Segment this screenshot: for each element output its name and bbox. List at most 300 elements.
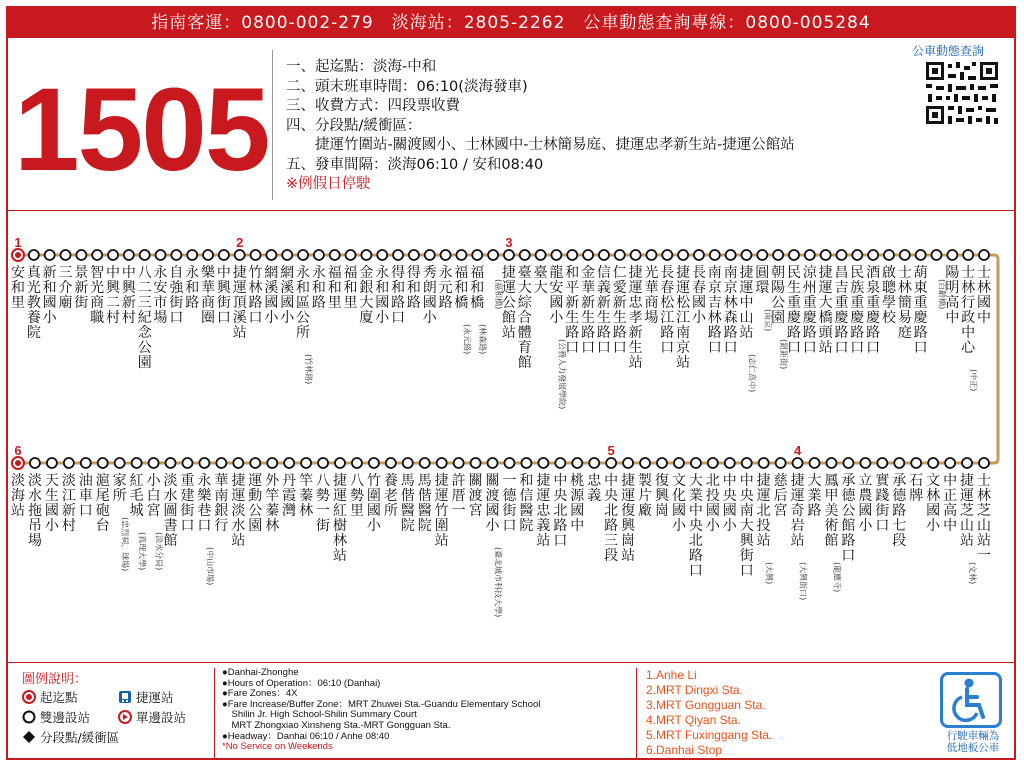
english-line-7: ●Headway：Danhai 06:10 / Anhe 08:40: [222, 730, 390, 742]
top-stop-name-22: 大: [359, 295, 374, 311]
legend-divider-2: [636, 668, 637, 758]
top-stop-name-61: 國: [977, 295, 991, 311]
bottom-stop-name-26: 許: [451, 473, 466, 489]
top-stop-name-39: 新: [628, 325, 643, 341]
top-stop-name-4: 新: [74, 280, 89, 296]
top-stop-name-35: 新: [565, 295, 580, 311]
top-stop-7: [124, 250, 134, 260]
top-stop-name-60: 政: [961, 310, 976, 326]
top-stop-name-48: 朝: [771, 265, 786, 281]
bottom-stop-name-17: 林: [299, 503, 314, 519]
top-stop-name-36: 路: [581, 325, 596, 341]
top-stop-name-51: 頭: [818, 325, 833, 341]
top-stop-name-6: 村: [106, 310, 121, 326]
bottom-stop-name-55: 中: [943, 518, 958, 534]
top-stop-name-51: 站: [818, 340, 833, 356]
bottom-stop-name-40: 大: [688, 473, 703, 489]
bottom-stop-name-51: 街: [875, 503, 890, 519]
top-stop-name-60: 士: [961, 265, 976, 281]
top-stop-name-1: 教: [26, 295, 41, 311]
top-stop-name-52: 昌: [834, 265, 849, 281]
top-stop-name-31: 運: [501, 280, 516, 296]
top-stop-name-4: 景: [74, 265, 89, 281]
bottom-stop-name-1: 淡: [27, 473, 42, 489]
top-stop-name-52: 口: [834, 340, 849, 356]
top-stop-name-32: 臺: [517, 265, 532, 281]
top-stop-name-32: 合: [517, 310, 532, 326]
bottom-stop-34: [589, 458, 599, 468]
bottom-stop-name-3: 江: [61, 488, 76, 504]
top-stop-name-1: 院: [26, 325, 41, 341]
top-stop-sub-30: (福和橋): [494, 279, 504, 310]
top-stop-31: [504, 250, 514, 260]
bottom-stop-name-20: 勢: [349, 488, 364, 504]
bottom-stop-name-30: 醫: [519, 503, 534, 519]
top-stop-name-38: 新: [612, 295, 627, 311]
bottom-stop-name-20: 八: [349, 473, 364, 489]
bottom-stop-name-18: 勢: [316, 488, 331, 504]
bottom-stop-name-25: 圍: [434, 518, 449, 534]
top-stop-38: [615, 250, 625, 260]
top-stop-30: [488, 250, 498, 260]
top-stop-name-43: 國: [691, 295, 706, 311]
bottom-stop-name-50: 立: [858, 473, 873, 489]
bottom-stop-14: [250, 458, 260, 468]
bottom-stop-name-5: 台: [95, 518, 110, 534]
top-stop-52: [836, 250, 846, 260]
bottom-stop-name-5: 滬: [95, 473, 110, 489]
top-stop-sub-29: (林森路): [478, 324, 488, 355]
top-stop-37: [599, 250, 609, 260]
bottom-stop-name-21: 竹: [366, 473, 381, 489]
top-stop-27: [441, 250, 451, 260]
legend-both-way-label: 雙邊設站: [40, 710, 91, 725]
bottom-stop-name-49: 承: [841, 473, 856, 489]
top-stop-26: [425, 250, 435, 260]
bottom-stop-name-28: 渡: [485, 488, 500, 504]
bottom-stop-name-43: 南: [739, 503, 754, 519]
bottom-stop-16: [284, 458, 294, 468]
top-stop-name-7: 興: [121, 280, 136, 296]
top-stop-name-1: 光: [26, 280, 41, 296]
top-stop-name-45: 林: [723, 295, 738, 311]
bottom-stop-sub-56: (文林): [968, 562, 978, 585]
top-stop-name-5: 智: [90, 265, 105, 281]
top-stop-name-0: 安: [11, 265, 25, 281]
bottom-stop-7: [132, 458, 142, 468]
top-stop-name-10: 自: [169, 265, 184, 281]
top-stop-3: [61, 250, 71, 260]
bottom-stop-name-13: 淡: [231, 503, 246, 519]
bottom-stop-name-57: 站: [977, 533, 991, 549]
bottom-stop-name-7: 城: [129, 503, 144, 519]
top-stop-name-44: 京: [707, 280, 722, 296]
bottom-stop-name-49: 路: [841, 533, 856, 549]
bottom-stop-17: [301, 458, 311, 468]
top-stop-name-6: 中: [106, 265, 121, 281]
top-stop-name-8: 二: [137, 280, 152, 296]
top-stop-name-2: 國: [42, 295, 57, 311]
top-stop-name-2: 小: [42, 310, 57, 326]
bottom-stop-sub-11: (中山市場): [205, 547, 215, 586]
top-stop-name-21: 和: [343, 280, 358, 296]
bottom-stop-name-30: 和: [519, 473, 534, 489]
bottom-stop-name-48: 館: [824, 533, 839, 549]
bottom-stop-name-52: 德: [892, 488, 907, 504]
top-stop-name-11: 和: [185, 280, 200, 296]
bottom-stop-15: [267, 458, 277, 468]
top-stop-name-18: 所: [296, 325, 311, 341]
bottom-stop-name-24: 院: [417, 518, 432, 534]
bottom-stop-19: [335, 458, 345, 468]
top-stop-name-12: 華: [201, 280, 216, 296]
bottom-stop-name-40: 北: [688, 533, 703, 549]
legend-mrt: [118, 688, 174, 706]
top-stop-name-31: 公: [501, 295, 516, 311]
top-stop-name-42: 運: [676, 280, 691, 296]
bottom-stop-name-19: 林: [333, 533, 347, 549]
bottom-stop-name-33: 中: [570, 518, 585, 534]
top-stop-55: [884, 250, 894, 260]
top-stop-name-57: 慶: [913, 310, 928, 326]
top-stop-name-42: 南: [676, 325, 691, 341]
top-stop-name-22: 金: [359, 265, 374, 281]
bottom-stop-27: [471, 458, 481, 468]
top-stop-name-54: 口: [866, 340, 881, 356]
top-stop-name-55: 聰: [881, 280, 896, 296]
top-stop-name-9: 安: [153, 280, 168, 296]
bottom-stop-name-7: 毛: [129, 488, 144, 504]
top-stop-name-41: 長: [660, 265, 675, 281]
top-stop-name-59: 中: [945, 310, 960, 326]
top-stop-34: [551, 250, 561, 260]
bottom-stop-name-41: 國: [705, 503, 720, 519]
english-info: [222, 668, 540, 753]
bottom-stop-55: [945, 458, 955, 468]
top-stop-name-35: 口: [565, 340, 580, 356]
qr-code-icon[interactable]: [924, 60, 1000, 126]
bottom-stop-name-48: 美: [824, 503, 839, 519]
bottom-stop-name-36: 捷: [621, 473, 636, 489]
bottom-stop-name-45: 后: [773, 488, 788, 504]
top-stop-name-27: 永: [438, 265, 453, 281]
top-stop-54: [868, 250, 878, 260]
top-stop-name-16: 溪: [264, 280, 279, 296]
bottom-stop-name-50: 小: [858, 518, 873, 534]
info-line-6: 五、發車間隔：淡海06:10 / 安和08:40: [286, 156, 544, 173]
top-stop-name-5: 光: [90, 280, 105, 296]
top-stop-name-33: 臺: [533, 265, 548, 281]
top-stop-name-53: 民: [850, 265, 865, 281]
top-stop-name-60: 心: [961, 340, 976, 356]
section-point-icon: [22, 730, 36, 744]
bottom-stop-name-16: 灣: [282, 503, 297, 519]
top-stop-name-18: 區: [296, 295, 311, 311]
bottom-stop-name-3: 新: [61, 503, 76, 519]
route-marker-3: 3: [505, 235, 513, 250]
top-stop-39: [631, 250, 641, 260]
info-line-1: 一、起迄點：淡海-中和: [286, 59, 437, 75]
key-stops-english: [646, 668, 772, 758]
top-stop-name-8: 念: [137, 325, 152, 341]
bottom-stop-53: [911, 458, 921, 468]
bottom-stop-name-32: 路: [553, 518, 568, 534]
top-stop-21: [346, 250, 356, 260]
top-stop-name-56: 易: [897, 310, 912, 326]
top-stop-name-26: 朗: [422, 280, 437, 296]
top-stop-1: [29, 250, 39, 260]
top-stop-name-48: 公: [771, 295, 786, 311]
bottom-stop-name-48: 鳳: [824, 473, 839, 489]
low-floor-label: [938, 730, 1008, 754]
top-stop-name-53: 路: [850, 325, 865, 341]
legend-start-end-label: 起迄點: [40, 690, 78, 705]
top-stop-name-42: 捷: [676, 265, 691, 281]
bottom-stop-name-6: 所: [112, 488, 127, 504]
bottom-stop-name-34: 忠: [587, 473, 602, 489]
bottom-stop-name-56: 運: [960, 488, 975, 504]
key-stop-4: 4.MRT Qiyan Sta.: [646, 713, 741, 727]
bottom-stop-name-17: 竿: [299, 473, 314, 489]
top-stop-name-18: 永: [296, 265, 311, 281]
english-line-4: ●Fare Increase/Buffer Zone：MRT Zhuwei Sta.-Guandu Elementary School: [222, 698, 541, 710]
bottom-stop-name-33: 桃: [570, 473, 585, 489]
top-stop-name-39: 忠: [628, 295, 643, 311]
bottom-stop-name-1: 吊: [27, 518, 42, 534]
top-stop-46: [741, 250, 751, 260]
top-stop-name-40: 光: [644, 265, 659, 281]
legend-section: [22, 728, 119, 746]
bottom-stop-name-15: 竿: [265, 488, 280, 504]
bottom-stop-name-2: 生: [44, 488, 59, 504]
bottom-stop-name-12: 銀: [214, 503, 229, 519]
bottom-stop-name-38: 興: [655, 488, 669, 504]
legend-one-way-label: 單邊設站: [136, 710, 187, 725]
top-stop-name-13: 中: [216, 265, 231, 281]
top-stop-name-37: 路: [596, 325, 611, 341]
top-stop-name-56: 林: [897, 280, 912, 296]
top-stop-name-45: 森: [723, 310, 738, 326]
top-stop-sub-47: (南京): [763, 309, 773, 332]
route-marker-6: 6: [14, 443, 22, 458]
top-stop-28: [456, 250, 466, 260]
bottom-stop-name-40: 業: [688, 488, 703, 504]
bottom-stop-name-56: 山: [960, 518, 975, 534]
bottom-stop-name-46: 捷: [790, 473, 805, 489]
bottom-stop-name-32: 口: [553, 533, 568, 549]
low-floor-line-2: 低地板公車: [946, 742, 1000, 754]
bottom-stop-name-32: 北: [553, 503, 568, 519]
top-stop-sub-46: (志仁高中): [747, 354, 757, 393]
bottom-stop-name-11: 巷: [197, 503, 212, 519]
top-stop-name-24: 得: [391, 265, 406, 281]
bottom-stop-name-21: 小: [366, 518, 381, 534]
route-marker-4: 4: [793, 443, 802, 458]
bottom-stop-name-25: 捷: [434, 473, 449, 489]
bottom-stop-name-8: 小: [146, 473, 161, 489]
bottom-stop-name-36: 運: [621, 488, 636, 504]
bottom-stop-39: [674, 458, 684, 468]
top-stop-name-8: 八: [137, 265, 152, 281]
top-stop-60: [963, 250, 973, 260]
bottom-stop-name-24: 馬: [417, 473, 432, 489]
top-stop-name-15: 路: [248, 295, 263, 311]
top-stop-name-33: 大: [533, 280, 548, 296]
top-stop-name-38: 愛: [612, 280, 627, 296]
bottom-stop-name-12: 行: [214, 518, 229, 534]
bottom-stop-name-47: 路: [807, 503, 822, 519]
bottom-stop-name-47: 大: [807, 473, 822, 489]
top-stop-25: [409, 250, 419, 260]
top-stop-name-23: 國: [375, 295, 390, 311]
bottom-stop-sub-28: (臺北城市科技大學): [493, 547, 503, 618]
bottom-stop-22: [386, 458, 396, 468]
bottom-stop-50: [860, 458, 870, 468]
top-stop-57: [916, 250, 926, 260]
top-stop-name-17: 國: [280, 295, 295, 311]
top-stop-name-18: 公: [296, 310, 311, 326]
bottom-stop-name-26: 一: [451, 503, 466, 519]
top-stop-name-41: 春: [660, 280, 675, 296]
bottom-stop-1: [30, 458, 40, 468]
bottom-stop-name-32: 央: [553, 488, 568, 504]
bottom-stop-name-49: 口: [841, 548, 856, 564]
wheelchair-icon: [943, 675, 999, 725]
top-stop-11: [187, 250, 197, 260]
top-stop-16: [266, 250, 276, 260]
route-number: 1505: [14, 64, 269, 196]
top-stop-name-27: 路: [438, 295, 453, 311]
top-stop-name-37: 口: [596, 340, 611, 356]
bottom-stop-name-9: 淡: [163, 473, 178, 489]
info-line-2: 二、頭末班車時間：06:10(淡海發車): [286, 78, 528, 95]
bottom-stop-name-18: 八: [316, 473, 331, 489]
bottom-stop-name-47: 業: [807, 488, 822, 504]
top-stop-name-17: 網: [280, 265, 295, 281]
bottom-stop-57: [979, 458, 989, 468]
top-stop-name-9: 場: [153, 310, 168, 326]
bottom-stop-name-56: 芝: [960, 503, 975, 519]
bottom-stop-name-37: 片: [638, 488, 653, 504]
top-stop-40: [646, 250, 656, 260]
bottom-stop-name-53: 牌: [909, 488, 924, 504]
top-stop-name-23: 和: [375, 280, 390, 296]
bottom-stop-42: [725, 458, 735, 468]
top-stop-name-32: 大: [517, 280, 532, 296]
top-stop-name-14: 頂: [232, 295, 247, 311]
top-stop-sub-34: (公務人力發展學院): [557, 339, 567, 410]
top-stop-name-6: 興: [106, 280, 121, 296]
bottom-stop-name-0: 站: [11, 503, 25, 519]
bottom-stop-11: [199, 458, 209, 468]
bottom-stop-name-31: 忠: [536, 503, 551, 519]
top-stop-name-49: 民: [786, 265, 801, 281]
bottom-stop-name-35: 央: [604, 488, 619, 504]
bottom-stop-name-42: 國: [722, 503, 737, 519]
top-stop-45: [726, 250, 736, 260]
top-stop-name-37: 信: [596, 265, 611, 281]
bottom-stop-name-9: 水: [163, 488, 178, 504]
top-stop-name-44: 林: [707, 310, 722, 326]
english-line-2: ●Hours of Operation：06:10 (Danhai): [222, 677, 381, 689]
bottom-stop-name-35: 中: [604, 473, 619, 489]
top-stop-name-17: 溪: [280, 280, 295, 296]
top-stop-name-25: 得: [406, 265, 421, 281]
top-stop-name-36: 口: [581, 340, 596, 356]
english-line-3: ●Fare Zones：4X: [222, 688, 298, 700]
bottom-stop-sub-6: (忠烈祠、球場): [120, 517, 130, 572]
top-stop-name-51: 運: [818, 280, 833, 296]
bottom-stop-name-22: 老: [383, 488, 398, 504]
bottom-stop-28: [488, 458, 498, 468]
top-stop-name-34: 安: [549, 280, 564, 296]
bottom-stop-name-51: 口: [875, 518, 890, 534]
top-stop-name-38: 仁: [612, 265, 627, 281]
top-stop-name-54: 酒: [866, 265, 881, 281]
bottom-stop-name-43: 大: [739, 518, 754, 534]
section-divider-bottom: [8, 662, 1014, 663]
top-stop-19: [314, 250, 324, 260]
english-line-1: ●Danhai-Zhonghe: [222, 667, 299, 678]
bottom-stop-name-57: 山: [977, 518, 991, 534]
start-end-icon: [22, 690, 36, 704]
top-stop-name-53: 慶: [850, 310, 865, 326]
bottom-stop-name-50: 農: [858, 488, 873, 504]
bottom-stop-37: [640, 458, 650, 468]
key-stop-3: 3.MRT Gongguan Sta.: [646, 698, 766, 712]
top-stop-name-34: 龍: [549, 265, 564, 281]
divider: [272, 50, 273, 200]
top-stop-35: [567, 250, 577, 260]
top-stop-name-35: 和: [565, 265, 580, 281]
top-stop-name-32: 體: [517, 325, 532, 341]
bottom-stop-name-5: 砲: [95, 503, 110, 519]
bottom-stop-name-36: 站: [621, 548, 636, 564]
top-stop-name-43: 春: [691, 280, 706, 296]
bottom-stop-name-10: 口: [180, 518, 195, 534]
top-stop-20: [330, 250, 340, 260]
bottom-stop-35: [606, 458, 616, 468]
top-stop-name-17: 小: [280, 310, 295, 326]
bottom-stop-name-37: 製: [638, 473, 653, 489]
top-stop-17: [282, 250, 292, 260]
top-stop-name-52: 吉: [834, 280, 849, 296]
bottom-stop-name-37: 廠: [638, 503, 653, 519]
bottom-stop-name-57: 林: [977, 488, 991, 504]
bottom-stop-name-16: 丹: [282, 473, 297, 489]
bottom-stop-name-10: 街: [180, 503, 195, 519]
route-marker-5: 5: [607, 443, 615, 458]
top-stop-name-55: 啟: [881, 265, 896, 281]
bottom-stop-8: [149, 458, 159, 468]
key-stop-5: 5.MRT Fuxinggang Sta.: [646, 728, 773, 742]
info-line-4: 四、分段點/緩衝區：: [286, 117, 422, 134]
top-stop-name-36: 金: [581, 265, 596, 281]
top-stop-name-26: 秀: [422, 265, 437, 281]
top-stop-name-12: 商: [201, 295, 216, 311]
bottom-stop-name-44: 北: [756, 503, 771, 519]
top-stop-sub-48: (鈕鉅街): [779, 339, 789, 370]
bottom-stop-name-35: 三: [604, 533, 619, 549]
top-stop-47: [757, 250, 767, 260]
low-floor-line-1: 行駛車輛為: [946, 730, 1000, 742]
top-stop-name-57: 東: [913, 280, 928, 296]
top-stop-15: [251, 250, 261, 260]
bottom-stop-name-8: 白: [146, 488, 161, 504]
top-stop-53: [852, 250, 862, 260]
top-stop-name-52: 慶: [834, 310, 849, 326]
bottom-stop-25: [437, 458, 447, 468]
